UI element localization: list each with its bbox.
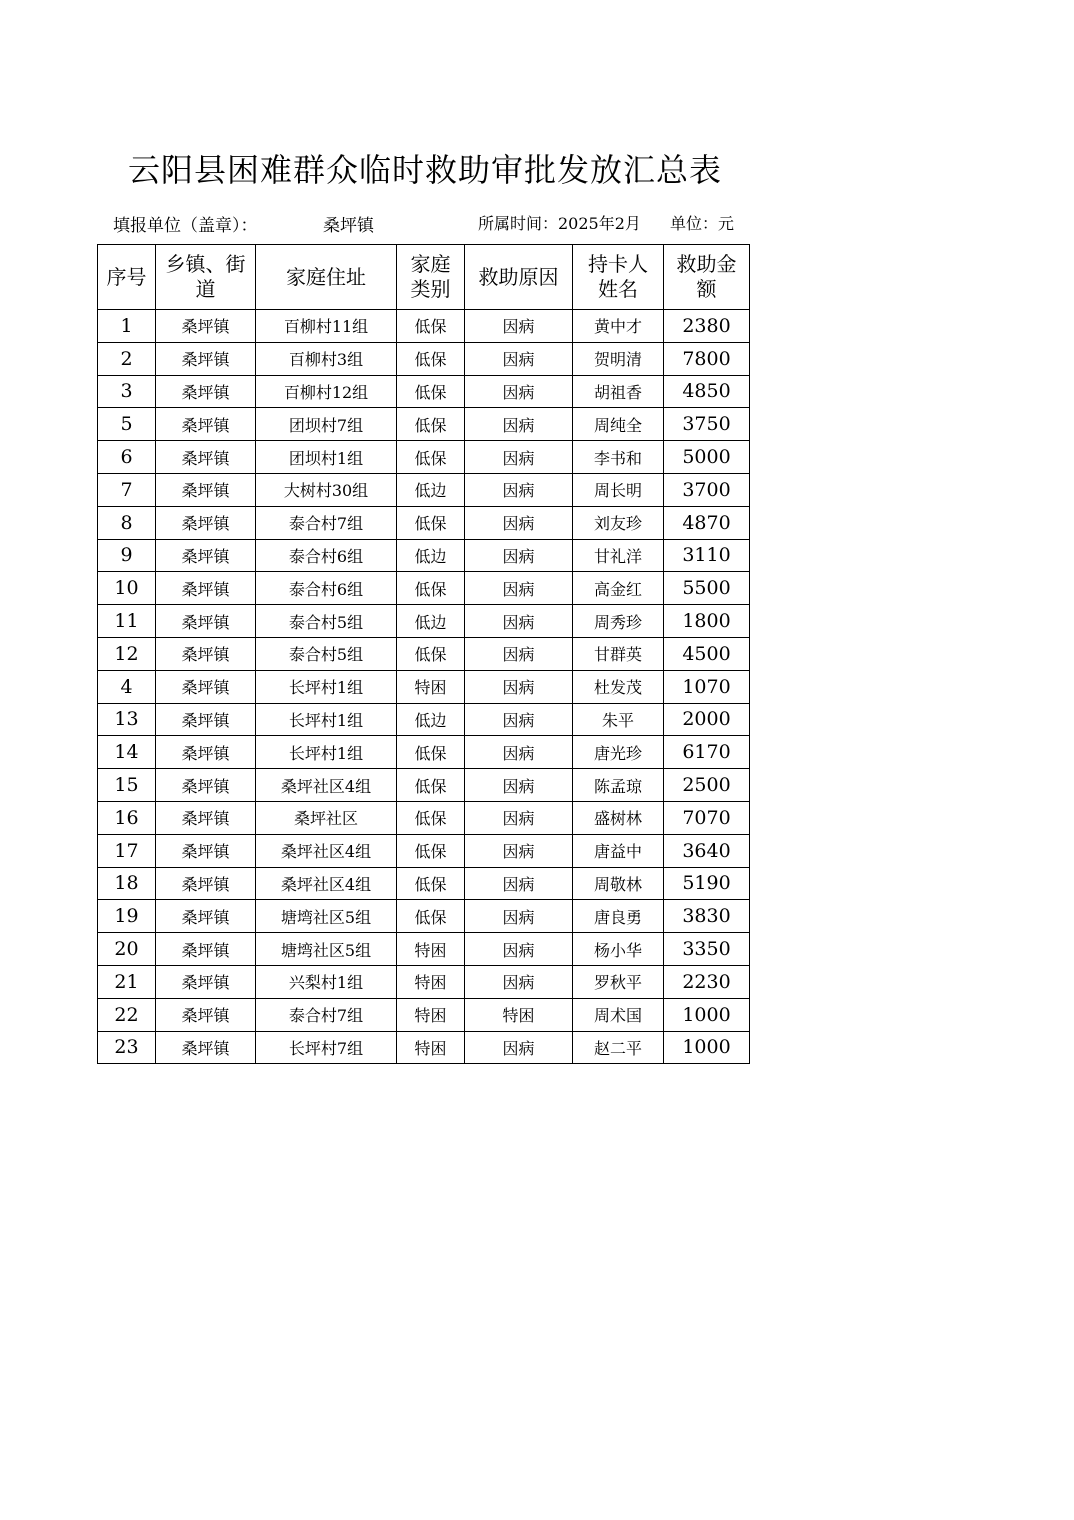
table-row bbox=[98, 867, 750, 900]
cell-town: 桑坪镇 bbox=[156, 769, 256, 802]
cell-seq: 22 bbox=[98, 998, 156, 1031]
cell-reason: 因病 bbox=[465, 867, 573, 900]
cell-town: 桑坪镇 bbox=[156, 605, 256, 638]
cell-town: 桑坪镇 bbox=[156, 933, 256, 966]
cell-cardholder: 罗秋平 bbox=[573, 965, 664, 998]
cell-seq: 19 bbox=[98, 900, 156, 933]
cell-reason: 因病 bbox=[465, 408, 573, 441]
cell-cardholder: 甘群英 bbox=[573, 637, 664, 670]
cell-amount: 3640 bbox=[664, 834, 750, 867]
cell-family-type: 低边 bbox=[397, 539, 465, 572]
cell-town: 桑坪镇 bbox=[156, 834, 256, 867]
cell-reason: 因病 bbox=[465, 473, 573, 506]
cell-amount: 2500 bbox=[664, 769, 750, 802]
cell-family-type: 低保 bbox=[397, 342, 465, 375]
cell-family-type: 低保 bbox=[397, 408, 465, 441]
cell-family-type: 低保 bbox=[397, 506, 465, 539]
cell-address: 塘塆社区5组 bbox=[256, 933, 397, 966]
cell-reason: 因病 bbox=[465, 342, 573, 375]
cell-family-type: 低保 bbox=[397, 769, 465, 802]
table-row bbox=[98, 769, 750, 802]
table-row bbox=[98, 539, 750, 572]
cell-reason: 因病 bbox=[465, 441, 573, 474]
cell-address: 桑坪社区4组 bbox=[256, 834, 397, 867]
header-family-type: 家庭类别 bbox=[397, 245, 465, 310]
table-row bbox=[98, 572, 750, 605]
cell-family-type: 特困 bbox=[397, 670, 465, 703]
cell-amount: 2230 bbox=[664, 965, 750, 998]
table-row bbox=[98, 473, 750, 506]
cell-address: 百柳村11组 bbox=[256, 310, 397, 343]
cell-amount: 3700 bbox=[664, 473, 750, 506]
cell-address: 团坝村7组 bbox=[256, 408, 397, 441]
cell-amount: 3750 bbox=[664, 408, 750, 441]
cell-seq: 16 bbox=[98, 801, 156, 834]
cell-amount: 7800 bbox=[664, 342, 750, 375]
cell-reason: 因病 bbox=[465, 539, 573, 572]
page-title: 云阳县困难群众临时救助审批发放汇总表 bbox=[127, 151, 722, 189]
table-row bbox=[98, 670, 750, 703]
cell-cardholder: 唐光珍 bbox=[573, 736, 664, 769]
cell-cardholder: 高金红 bbox=[573, 572, 664, 605]
table-row bbox=[98, 637, 750, 670]
table-header-row bbox=[98, 245, 750, 310]
cell-address: 长坪村1组 bbox=[256, 670, 397, 703]
cell-reason: 因病 bbox=[465, 572, 573, 605]
cell-amount: 4870 bbox=[664, 506, 750, 539]
cell-amount: 5000 bbox=[664, 441, 750, 474]
cell-cardholder: 周敬林 bbox=[573, 867, 664, 900]
cell-town: 桑坪镇 bbox=[156, 572, 256, 605]
cell-town: 桑坪镇 bbox=[156, 539, 256, 572]
cell-seq: 13 bbox=[98, 703, 156, 736]
cell-town: 桑坪镇 bbox=[156, 310, 256, 343]
cell-family-type: 低保 bbox=[397, 834, 465, 867]
cell-amount: 6170 bbox=[664, 736, 750, 769]
cell-reason: 因病 bbox=[465, 1031, 573, 1064]
cell-seq: 23 bbox=[98, 1031, 156, 1064]
cell-address: 百柳村3组 bbox=[256, 342, 397, 375]
cell-cardholder: 周长明 bbox=[573, 473, 664, 506]
table-row bbox=[98, 703, 750, 736]
table-row bbox=[98, 736, 750, 769]
table-row bbox=[98, 834, 750, 867]
table-row bbox=[98, 408, 750, 441]
cell-cardholder: 刘友珍 bbox=[573, 506, 664, 539]
cell-seq: 18 bbox=[98, 867, 156, 900]
cell-address: 塘塆社区5组 bbox=[256, 900, 397, 933]
cell-cardholder: 周术国 bbox=[573, 998, 664, 1031]
cell-address: 桑坪社区 bbox=[256, 801, 397, 834]
currency-unit: 单位：元 bbox=[670, 214, 735, 233]
cell-cardholder: 贺明清 bbox=[573, 342, 664, 375]
cell-amount: 1070 bbox=[664, 670, 750, 703]
cell-town: 桑坪镇 bbox=[156, 965, 256, 998]
cell-address: 长坪村1组 bbox=[256, 736, 397, 769]
cell-family-type: 低保 bbox=[397, 867, 465, 900]
cell-cardholder: 陈孟琼 bbox=[573, 769, 664, 802]
cell-address: 百柳村12组 bbox=[256, 375, 397, 408]
cell-family-type: 低边 bbox=[397, 473, 465, 506]
cell-amount: 2000 bbox=[664, 703, 750, 736]
cell-amount: 4500 bbox=[664, 637, 750, 670]
cell-family-type: 低保 bbox=[397, 637, 465, 670]
cell-address: 大树村30组 bbox=[256, 473, 397, 506]
cell-town: 桑坪镇 bbox=[156, 342, 256, 375]
header-cardholder: 持卡人姓名 bbox=[573, 245, 664, 310]
cell-cardholder: 赵二平 bbox=[573, 1031, 664, 1064]
cell-cardholder: 黄中才 bbox=[573, 310, 664, 343]
cell-reason: 特困 bbox=[465, 998, 573, 1031]
cell-seq: 4 bbox=[98, 670, 156, 703]
cell-reason: 因病 bbox=[465, 375, 573, 408]
cell-town: 桑坪镇 bbox=[156, 736, 256, 769]
cell-address: 长坪村7组 bbox=[256, 1031, 397, 1064]
cell-address: 桑坪社区4组 bbox=[256, 769, 397, 802]
cell-cardholder: 朱平 bbox=[573, 703, 664, 736]
relief-summary-table bbox=[97, 244, 750, 1064]
table-row bbox=[98, 605, 750, 638]
cell-town: 桑坪镇 bbox=[156, 637, 256, 670]
cell-seq: 7 bbox=[98, 473, 156, 506]
cell-cardholder: 周纯全 bbox=[573, 408, 664, 441]
cell-address: 团坝村1组 bbox=[256, 441, 397, 474]
cell-amount: 1000 bbox=[664, 998, 750, 1031]
table-row bbox=[98, 310, 750, 343]
cell-address: 泰合村7组 bbox=[256, 506, 397, 539]
cell-family-type: 特困 bbox=[397, 933, 465, 966]
cell-cardholder: 甘礼洋 bbox=[573, 539, 664, 572]
cell-seq: 10 bbox=[98, 572, 156, 605]
cell-amount: 3830 bbox=[664, 900, 750, 933]
reporting-unit-value: 桑坪镇 bbox=[323, 216, 374, 236]
cell-seq: 1 bbox=[98, 310, 156, 343]
cell-cardholder: 杨小华 bbox=[573, 933, 664, 966]
cell-town: 桑坪镇 bbox=[156, 867, 256, 900]
cell-family-type: 低保 bbox=[397, 736, 465, 769]
header-amount: 救助金额 bbox=[664, 245, 750, 310]
header-town: 乡镇、街道 bbox=[156, 245, 256, 310]
cell-family-type: 低保 bbox=[397, 572, 465, 605]
table-row bbox=[98, 342, 750, 375]
cell-address: 泰合村5组 bbox=[256, 605, 397, 638]
reporting-period: 所属时间：2025年2月 bbox=[478, 214, 641, 233]
cell-town: 桑坪镇 bbox=[156, 900, 256, 933]
cell-town: 桑坪镇 bbox=[156, 441, 256, 474]
cell-amount: 5500 bbox=[664, 572, 750, 605]
cell-family-type: 特困 bbox=[397, 1031, 465, 1064]
cell-reason: 因病 bbox=[465, 703, 573, 736]
cell-cardholder: 唐良勇 bbox=[573, 900, 664, 933]
cell-cardholder: 杜发茂 bbox=[573, 670, 664, 703]
cell-reason: 因病 bbox=[465, 769, 573, 802]
cell-reason: 因病 bbox=[465, 506, 573, 539]
cell-amount: 3350 bbox=[664, 933, 750, 966]
cell-address: 长坪村1组 bbox=[256, 703, 397, 736]
cell-seq: 21 bbox=[98, 965, 156, 998]
cell-seq: 11 bbox=[98, 605, 156, 638]
cell-town: 桑坪镇 bbox=[156, 670, 256, 703]
table-row bbox=[98, 900, 750, 933]
cell-amount: 1000 bbox=[664, 1031, 750, 1064]
header-reason: 救助原因 bbox=[465, 245, 573, 310]
cell-cardholder: 唐益中 bbox=[573, 834, 664, 867]
table-row bbox=[98, 933, 750, 966]
table-row bbox=[98, 441, 750, 474]
cell-cardholder: 盛树林 bbox=[573, 801, 664, 834]
cell-address: 桑坪社区4组 bbox=[256, 867, 397, 900]
cell-reason: 因病 bbox=[465, 605, 573, 638]
cell-town: 桑坪镇 bbox=[156, 998, 256, 1031]
cell-amount: 2380 bbox=[664, 310, 750, 343]
header-address: 家庭住址 bbox=[256, 245, 397, 310]
cell-reason: 因病 bbox=[465, 637, 573, 670]
cell-family-type: 特困 bbox=[397, 998, 465, 1031]
cell-reason: 因病 bbox=[465, 834, 573, 867]
cell-town: 桑坪镇 bbox=[156, 473, 256, 506]
cell-town: 桑坪镇 bbox=[156, 375, 256, 408]
cell-cardholder: 周秀珍 bbox=[573, 605, 664, 638]
cell-reason: 因病 bbox=[465, 310, 573, 343]
table-row bbox=[98, 998, 750, 1031]
cell-family-type: 低边 bbox=[397, 605, 465, 638]
cell-family-type: 低保 bbox=[397, 801, 465, 834]
cell-family-type: 低保 bbox=[397, 441, 465, 474]
cell-amount: 3110 bbox=[664, 539, 750, 572]
cell-address: 兴梨村1组 bbox=[256, 965, 397, 998]
cell-seq: 2 bbox=[98, 342, 156, 375]
cell-address: 泰合村7组 bbox=[256, 998, 397, 1031]
cell-seq: 15 bbox=[98, 769, 156, 802]
cell-cardholder: 李书和 bbox=[573, 441, 664, 474]
cell-family-type: 特困 bbox=[397, 965, 465, 998]
cell-reason: 因病 bbox=[465, 965, 573, 998]
cell-town: 桑坪镇 bbox=[156, 506, 256, 539]
cell-reason: 因病 bbox=[465, 900, 573, 933]
cell-seq: 20 bbox=[98, 933, 156, 966]
cell-reason: 因病 bbox=[465, 801, 573, 834]
cell-seq: 12 bbox=[98, 637, 156, 670]
cell-family-type: 低保 bbox=[397, 900, 465, 933]
cell-amount: 4850 bbox=[664, 375, 750, 408]
cell-address: 泰合村6组 bbox=[256, 539, 397, 572]
cell-family-type: 低边 bbox=[397, 703, 465, 736]
cell-town: 桑坪镇 bbox=[156, 1031, 256, 1064]
table-row bbox=[98, 506, 750, 539]
cell-town: 桑坪镇 bbox=[156, 801, 256, 834]
cell-address: 泰合村5组 bbox=[256, 637, 397, 670]
cell-amount: 7070 bbox=[664, 801, 750, 834]
table-row bbox=[98, 1031, 750, 1064]
cell-reason: 因病 bbox=[465, 736, 573, 769]
table-row bbox=[98, 801, 750, 834]
header-seq: 序号 bbox=[98, 245, 156, 310]
cell-seq: 9 bbox=[98, 539, 156, 572]
cell-reason: 因病 bbox=[465, 933, 573, 966]
cell-seq: 6 bbox=[98, 441, 156, 474]
cell-town: 桑坪镇 bbox=[156, 408, 256, 441]
table-row bbox=[98, 375, 750, 408]
cell-seq: 3 bbox=[98, 375, 156, 408]
cell-family-type: 低保 bbox=[397, 310, 465, 343]
table-row bbox=[98, 965, 750, 998]
reporting-unit-label: 填报单位（盖章）： bbox=[113, 216, 258, 236]
cell-reason: 因病 bbox=[465, 670, 573, 703]
cell-seq: 5 bbox=[98, 408, 156, 441]
cell-seq: 8 bbox=[98, 506, 156, 539]
cell-seq: 17 bbox=[98, 834, 156, 867]
cell-cardholder: 胡祖香 bbox=[573, 375, 664, 408]
cell-amount: 1800 bbox=[664, 605, 750, 638]
cell-seq: 14 bbox=[98, 736, 156, 769]
cell-family-type: 低保 bbox=[397, 375, 465, 408]
cell-address: 泰合村6组 bbox=[256, 572, 397, 605]
cell-amount: 5190 bbox=[664, 867, 750, 900]
cell-town: 桑坪镇 bbox=[156, 703, 256, 736]
